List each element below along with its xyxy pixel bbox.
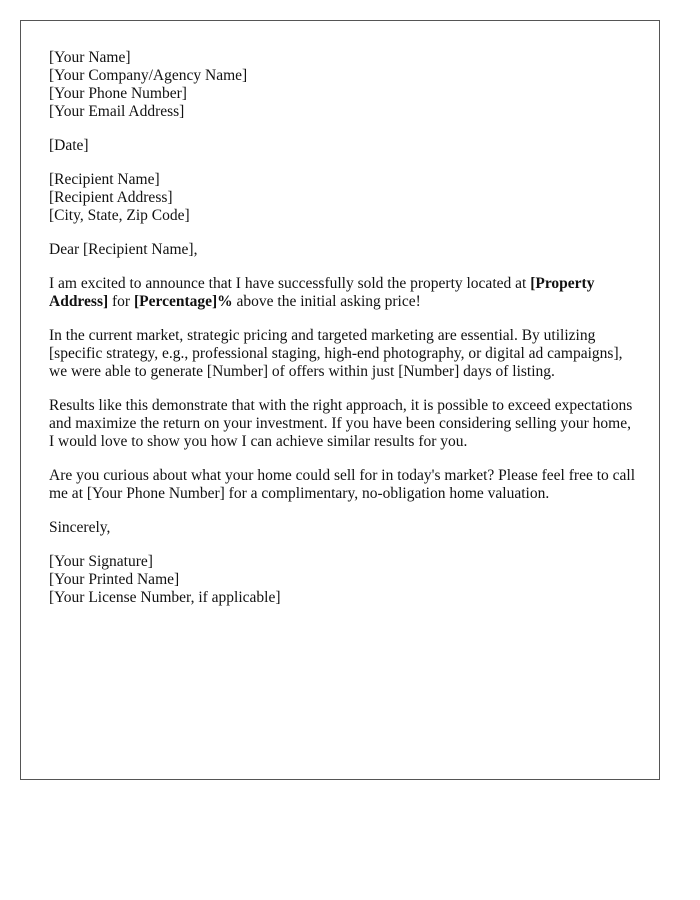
percentage: [Percentage]% (133, 293, 233, 310)
letter-date: [Date] (49, 137, 89, 154)
license-number: [Your License Number, if applicable] (49, 589, 281, 606)
recipient-address: [Recipient Address] (49, 189, 173, 206)
property-address: [Property Address] (49, 275, 595, 310)
sender-block (49, 49, 635, 121)
date-block (49, 137, 635, 155)
body-paragraph-3: Results like this demonstrate that with the right approach, it is possible to exceed expectations and maximize the return on your investment. If you have been considering selling your home, I would love to show you how I can achieve similar results for you. (49, 397, 633, 450)
p1-text-c: above the initial asking price! (232, 293, 421, 310)
body-paragraph-1 (49, 275, 635, 311)
letter-content (49, 49, 635, 623)
recipient-name: [Recipient Name] (49, 171, 160, 188)
sender-name: [Your Name] (49, 49, 131, 66)
salutation: Dear [Recipient Name], (49, 241, 198, 258)
recipient-block (49, 171, 635, 225)
letter-page (20, 20, 660, 780)
p1-text-a: I am excited to announce that I have successfully sold the property located at (49, 275, 531, 292)
p1-text-b: for (108, 293, 134, 310)
sender-email: [Your Email Address] (49, 103, 185, 120)
signature: [Your Signature] (49, 553, 153, 570)
signature-block (49, 553, 635, 607)
printed-name: [Your Printed Name] (49, 571, 180, 588)
closing: Sincerely, (49, 519, 111, 536)
body-paragraph-2: In the current market, strategic pricing and targeted marketing are essential. By utilizing [specific strategy, e.g., professional staging, high-end photography, or digital ad campaigns], we were able to generate [Number] of offers within just [Number] days of listing. (49, 327, 623, 380)
sender-company: [Your Company/Agency Name] (49, 67, 248, 84)
sender-phone: [Your Phone Number] (49, 85, 187, 102)
recipient-city-state-zip: [City, State, Zip Code] (49, 207, 190, 224)
body-paragraph-4: Are you curious about what your home could sell for in today's market? Please feel free to call me at [Your Phone Number] for a complimentary, no-obligation home valuation. (49, 467, 636, 502)
